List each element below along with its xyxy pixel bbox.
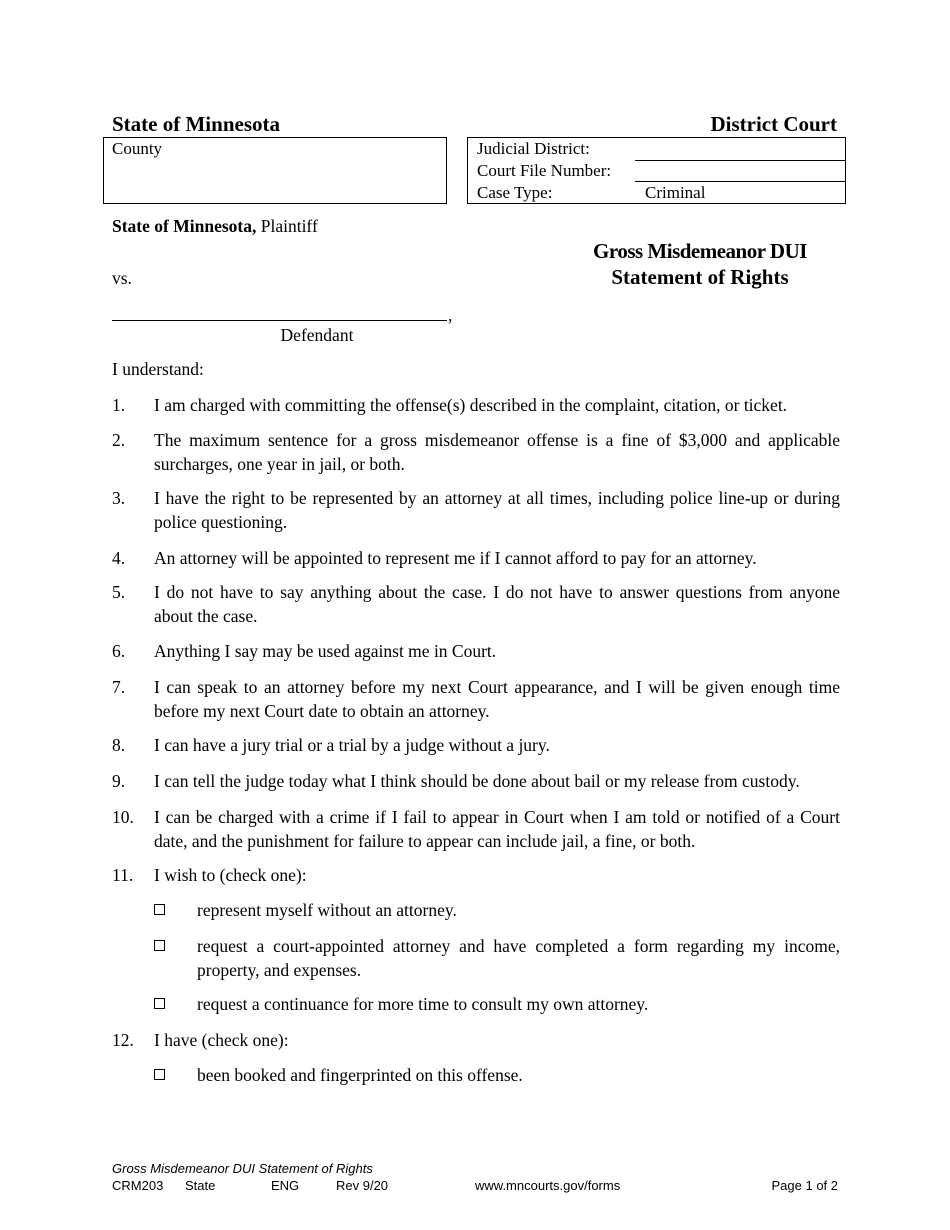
judicial-district-field[interactable] [635,138,845,161]
document-title [555,238,845,290]
item-number: 4. [112,548,126,568]
title-line-1: Gross Misdemeanor DUI [593,239,807,263]
item-number: 3. [112,488,126,508]
case-type-value: Criminal [645,183,706,202]
versus-text: vs. [112,268,132,288]
item-number: 9. [112,771,126,791]
item-number: 12. [112,1030,134,1050]
item-number: 5. [112,582,126,602]
item-text: I can have a jury trial or a trial by a judge without a jury. [154,735,550,755]
option-checkbox[interactable] [154,1069,165,1080]
case-info-box [467,137,846,204]
court-file-number-label: Court File Number: [477,161,612,180]
plaintiff-role: Plaintiff [260,216,318,236]
item-text: Anything I say may be used against me in Court. [154,641,497,661]
court-file-number-field[interactable] [635,160,845,182]
footer-revision: Rev 9/20 [336,1178,389,1193]
item-text: An attorney will be appointed to represent me if I cannot afford to pay for an attorney. [154,548,757,568]
county-input[interactable] [112,164,436,194]
option-checkbox[interactable] [154,904,165,915]
intro-text: I understand: [112,359,204,379]
item-text: I wish to (check one): [154,865,307,885]
item-text: I have the right to be represented by an attorney at all times, including police line-up or during police questioning. [154,488,840,532]
footer-url-link[interactable]: www.mncourts.gov/forms [475,1178,621,1193]
footer-form-code: CRM203 [112,1178,164,1193]
state-heading: State of Minnesota [112,112,280,136]
option-text: represent myself without an attorney. [197,900,457,920]
item-number: 1. [112,395,126,415]
plaintiff-name: State of Minnesota, [112,216,257,236]
item-number: 10. [112,807,134,827]
item-number: 8. [112,735,126,755]
option-text: been booked and fingerprinted on this offense. [197,1065,523,1085]
item-number: 6. [112,641,126,661]
item-text: I do not have to say anything about the case. I do not have to answer questions from anyone about the case. [154,582,840,626]
item-text: The maximum sentence for a gross misdemeanor offense is a fine of $3,000 and applicable surcharges, one year in jail, or both. [154,430,840,474]
item-text: I am charged with committing the offense(s) described in the complaint, citation, or ticket. [154,395,788,415]
option-checkbox[interactable] [154,998,165,1009]
plaintiff-line [112,214,318,238]
footer-language: ENG [271,1178,300,1193]
footer-form-title: Gross Misdemeanor DUI Statement of Rights [112,1161,373,1176]
item-text: I have (check one): [154,1030,289,1050]
title-line-2: Statement of Rights [611,265,789,289]
item-number: 7. [112,677,126,697]
case-type-label: Case Type: [477,183,553,202]
option-text: request a continuance for more time to consult my own attorney. [197,994,649,1014]
item-number: 11. [112,865,134,885]
defendant-name-field[interactable] [112,298,447,321]
court-heading: District Court [710,112,837,136]
item-text: I can speak to an attorney before my next Court appearance, and I will be given enough time before my next Court date to obtain an attorney. [154,677,840,721]
item-text: I can be charged with a crime if I fail to appear in Court when I am told or notified of a Court date, and the punishment for failure to appear can include jail, a fine, or both. [154,807,840,851]
defendant-comma: , [448,305,453,325]
county-label: County [112,139,163,158]
footer-page-number: Page 1 of 2 [771,1178,838,1193]
defendant-label: Defendant [280,325,354,345]
item-number: 2. [112,430,126,450]
judicial-district-label: Judicial District: [477,139,590,158]
county-box [103,137,447,204]
footer-form-type: State [185,1178,216,1193]
option-checkbox[interactable] [154,940,165,951]
option-text: request a court-appointed attorney and have completed a form regarding my income, property, and expenses. [197,936,840,980]
item-text: I can tell the judge today what I think should be done about bail or my release from custody. [154,771,800,791]
